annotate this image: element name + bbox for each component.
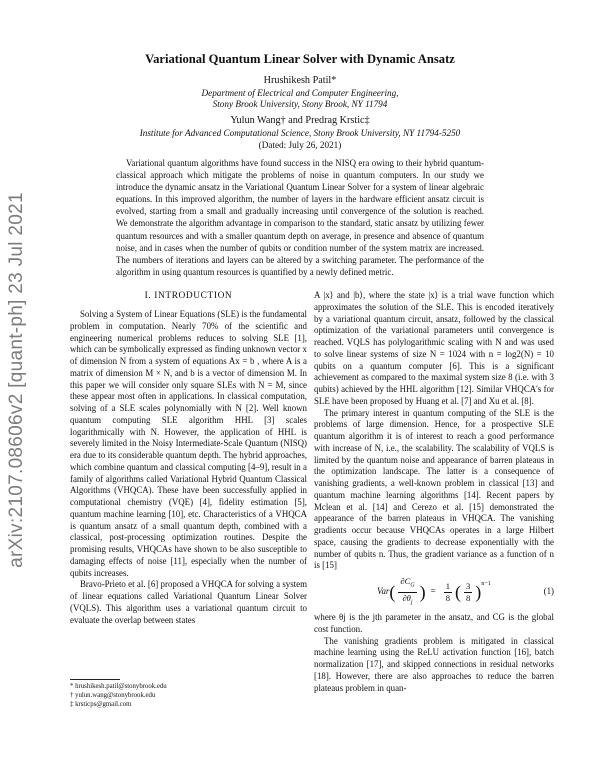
intro-paragraph-1: Solving a System of Linear Equations (SLE) is the fundamental problem in computation. Nearly 70% of the scientific and engineering numerical problems reduces to solving SLE [1], which can be symbolically expressed as finding unknown vector x of dimension N from a system of equations Ax = b , where A is a matrix of dimension M × N, and b is a vector of dimension M. In this paper we will consider only square SLEs with N = M, since these appear most often in applications. In classical computation, solving of a SLE scales polynomially with N [2]. Well known quantum computing SLE algorithm HHL [3] scales logarithmically with N. However, the application of HHL is severely limited in the Noisy Intermediate-Scale Quantum (NISQ) era due to its considerable quantum depth. The hybrid approaches, which combine quantum and classical computing [4–9], result in a family of algorithms called Variational Hybrid Quantum Classical Algorithms (VHQCA). These have been successfully applied in computational chemistry (VQE) [4], fidelity estimation [5], quantum machine learning [10], etc. Characteristics of a VHQCA is quantum ansatz of a small quantum depth, combined with a classical, post-processing optimization routines. Despite the promising results, VHQCAs have shown to be also susceptible to damaging effects of noise [11], especially when the number of qubits increases.: [70, 309, 307, 578]
eq-lhs: Var: [377, 586, 390, 597]
author-line-2: Yulun Wang† and Predrag Krstic‡: [230, 115, 370, 126]
right-paragraph-1: A |x⟩ and |b⟩, where the state |x⟩ is a trial wave function which approximates the solution of the SLE. This is encoded iteratively by a variational quantum circuit, ansatz, followed by the classical optimization of the variational parameters until convergence is reached. VQLS has polylogarithmic scaling with N and was used to solve linear systems of size N = 1024 with n = log2(N) = 10 qubits on a quantum computer [6]. This is a significant achievement as compared to the maximal system size 8 (i.e. with 3 qubits) achieved by the HHL algorithm [12]. Similar VHQCA's for SLE have been proposed by Huang et al. [7] and Xu et al. [8].: [314, 290, 554, 406]
eq-frac2-den: 8: [465, 592, 471, 603]
eq-close-paren: ): [419, 582, 426, 602]
section-heading: I. INTRODUCTION: [144, 291, 233, 301]
eq-close-paren-2: ): [475, 582, 482, 602]
eq-derivative-fraction: [398, 576, 416, 608]
eq-denominator-sub: j: [410, 599, 413, 606]
eq-frac2-num: 3: [465, 580, 471, 591]
eq-frac1-num: 1: [445, 580, 450, 591]
right-paragraph-3: The vanishing gradients problem is mitigated in classical machine learning using the ReLU activation function [16], batch normalization [17], and skipped connections in residual networks [18]. However, there are also approaches to reduce the barren plateaus problem in quan-: [314, 635, 554, 693]
eq-numerator-sub: G: [410, 582, 415, 589]
eq-exponent: n−1: [481, 580, 491, 587]
footnote-1: * hrushikesh.patil@stonybrook.edu: [70, 683, 167, 690]
eq-open-paren-2: (: [454, 582, 461, 602]
eq-open-paren: (: [389, 582, 396, 602]
affiliation-2: Institute for Advanced Computational Science, Stony Brook University, NY 11794-5250: [139, 128, 461, 138]
intro-paragraph-2: Bravo-Prieto et al. [6] proposed a VHQCA for solving a system of linear equations called Variational Quantum Linear Solver (VQLS). This algorithm uses a variational quantum circuit to evaluate the overlap between states: [70, 579, 307, 625]
footnote-2: † yulun.wang@stonybrook.edu: [70, 692, 156, 699]
author-line-1: Hrushikesh Patil*: [263, 75, 337, 86]
paper-title: Variational Quantum Linear Solver with Dynamic Ansatz: [145, 52, 455, 66]
left-column: [70, 309, 307, 626]
affiliation-1-line-1: Department of Electrical and Computer Engineering,: [201, 88, 399, 98]
abstract: Variational quantum algorithms have found success in the NISQ era owing to their hybrid quantum-classical approach which mitigate the problems of noise in quantum computers. In our study we introduce the dynamic ansatz in the Variational Quantum Linear Solver for a system of linear algebraic equations. In this improved algorithm, the number of layers in the hardware efficient ansatz circuit is evolved, starting from a small and gradually increasing until convergence of the solution is reached. We demonstrate the algorithm advantage in comparison to the standard, static ansatz by utilizing fewer quantum resources and with a smaller quantum depth on average, in presence and absence of quantum noise, and in cases when the number of qubits or condition number of the system matrix are increased. The numbers of iterations and layers can be altered by a switching parameter. The performance of the algorithm in using quantum resources is quantified by a newly defined metric.: [116, 158, 484, 277]
arxiv-sidebar-id: [0, 180, 34, 580]
footnote-rule: [70, 679, 120, 680]
eq-denominator: ∂θ: [402, 592, 411, 603]
equation-1: [314, 572, 554, 612]
footnote-3: ‡ krsticps@gmail.com: [70, 701, 132, 708]
right-paragraph-2: The primary interest in quantum computing of the SLE is the problems of large dimension. Hence, for a prospective SLE quantum algorithm it is of interest to reach a good performance with increase of N, i.e., the scalability. The scalability of VQLS is limited by the quantum noise and appearance of barren plateaus in the optimization landscape. The latter is a consequence of vanishing gradients, a well-known problem in classical [13] and quantum machine learning algorithms [14]. Recent papers by Mclean et al. [14] and Cerezo et al. [15] demonstrated the appearance of the barren plateaus in VHQCA. The vanishing gradients occur because VHQCAs operates in a large Hilbert space, causing the gradients to decrease exponentially with the number of qubits n. Thus, the gradient variance as a function of n is [15]: [314, 407, 554, 571]
eq-fraction-2: [464, 581, 472, 604]
arxiv-id-text: arXiv:2107.08606v2 [quant-ph] 23 Jul 2021: [6, 192, 27, 568]
equation-number: (1): [543, 586, 554, 597]
eq-equals: =: [430, 586, 436, 597]
affiliation-1-line-2: Stony Brook University, Stony Brook, NY 11794: [212, 99, 388, 109]
eq-numerator: ∂C: [400, 575, 411, 586]
eq-frac1-den: 8: [445, 592, 450, 603]
equation-explanation: where θj is the jth parameter in the ansatz, and CG is the global cost function.: [314, 612, 554, 634]
eq-fraction-1: [444, 581, 452, 604]
date-line: (Dated: July 26, 2021): [258, 140, 342, 150]
right-column: [314, 290, 554, 694]
